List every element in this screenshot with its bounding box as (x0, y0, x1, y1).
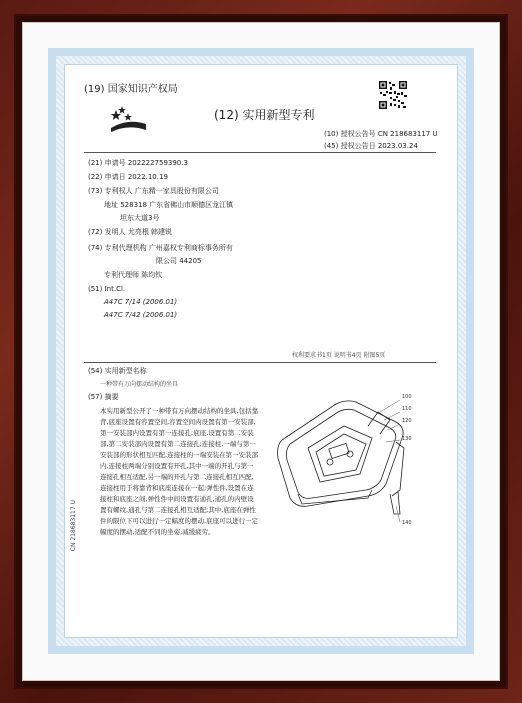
figure-label: 130 (402, 436, 412, 442)
ipc-class-2: A47C 7/42 (2006.01) (104, 311, 178, 319)
address-line-1: 地址 528318 广东省佛山市顺德区龙江镇 (104, 201, 234, 209)
page-count-info: 权利要求书1页 说明书4页 附图5页 (292, 352, 386, 359)
patentee: (73) 专利权人 广东精一家具股份有限公司 (88, 187, 219, 195)
document-type: (12) 实用新型专利 (214, 108, 315, 122)
grant-date: (45) 授权公告日 2023.03.24 (324, 142, 418, 150)
section-rule (84, 362, 436, 363)
inventors: (72) 发明人 尤亮根 韩建锐 (88, 228, 173, 236)
qr-code (378, 80, 408, 110)
application-number: (21) 申请号 202222759390.3 (88, 159, 188, 167)
title-label: (54) 实用新型名称 (88, 367, 147, 375)
figure-label: 120 (402, 418, 412, 424)
abstract-text: 本实用新型公开了一种带有万向摆动结构的坐具,包括靠背,底座设置有容置空间,容置空间内设置有第一安装部,第一安装部内设置有第一连接孔;底座,设置有第二安装部,第二安装部内设置有第二连接孔;连接柱,一端与第一安装部的形状相互匹配,连接柱的一端安装在第一安装部内,连接柱两端分别设置有开孔,其中一端的开孔与第一连接孔相互适配,另一端的开孔与第二连接孔相互匹配,连接柱用于将靠背和底座连接在一起;弹性件,设置在连接柱和底座之间,弹性件中间设置有通孔,通孔的内壁设置有螺纹,通孔与第二连接孔相互适配;其中,底座在弹性件的限位下可以进行一定幅度的摆动,底座可以进行一定幅度的摆动,适配不同的坐姿,减缓疲劳。 (100, 407, 259, 536)
address-line-2: 坦东大道3号 (120, 214, 160, 222)
figure-label: 110 (402, 406, 412, 412)
utility-model-title: 一种带有万向摆动结构的坐具 (100, 381, 179, 388)
cnipa-logo (108, 104, 148, 134)
chair-figure (268, 382, 428, 532)
patent-agent: 专利代理师 陈均钦 (104, 271, 163, 279)
figure-label: 100 (402, 394, 412, 400)
ipc-label: (51) Int.Cl. (88, 285, 126, 293)
side-publication-number: CN 218683117 U (70, 500, 77, 552)
header-rule (84, 152, 436, 153)
grant-number: (10) 授权公告号 CN 218683117 U (324, 130, 438, 138)
figure-label: 140 (402, 520, 412, 526)
agency-line-2: 限公司 44205 (156, 257, 202, 265)
office-name: (19) 国家知识产权局 (84, 84, 178, 95)
application-date: (22) 申请日 2022.10.19 (88, 173, 168, 181)
abstract-label: (57) 摘要 (88, 393, 119, 401)
ipc-class-1: A47C 7/14 (2006.01) (104, 298, 178, 306)
agency-line-1: (74) 专利代理机构 广州嘉权专利商标事务所有 (88, 244, 233, 252)
